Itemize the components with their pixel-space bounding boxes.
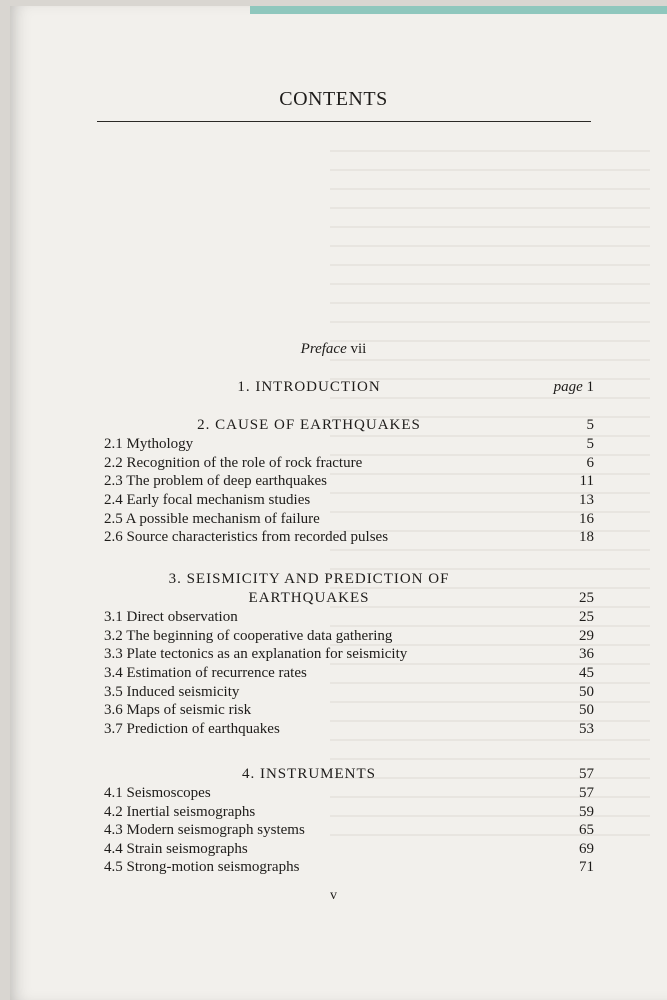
entry-label: 4.3 Modern seismograph systems (104, 822, 305, 838)
entry-label: 2.5 A possible mechanism of failure (104, 511, 320, 527)
page-folio: v (330, 888, 337, 903)
toc-entry[interactable] (104, 821, 594, 839)
section-heading-page: 5 (586, 417, 594, 433)
entry-page: 57 (579, 785, 594, 801)
cover-edge (250, 6, 667, 14)
toc-entry[interactable] (104, 528, 594, 546)
entry-label: 3.6 Maps of seismic risk (104, 702, 252, 718)
entry-label: 2.1 Mythology (104, 436, 194, 452)
title-rule (97, 121, 591, 122)
preface-label: Preface (300, 341, 347, 357)
toc-entry[interactable] (104, 683, 594, 701)
entry-page: 45 (579, 665, 594, 681)
entry-label: 3.7 Prediction of earthquakes (104, 721, 280, 737)
toc-entry[interactable] (104, 627, 594, 645)
section-heading-label: 1. INTRODUCTION (237, 379, 381, 395)
toc-entry[interactable] (104, 608, 594, 626)
entry-page: 50 (579, 702, 594, 718)
toc-entry[interactable] (104, 435, 594, 453)
entry-page: 18 (579, 529, 594, 545)
entry-page: 11 (579, 473, 594, 489)
entry-label: 3.1 Direct observation (104, 609, 238, 625)
toc-entry[interactable] (104, 858, 594, 876)
entry-label: 2.3 The problem of deep earthquakes (104, 473, 327, 489)
entry-label: 4.4 Strain seismographs (104, 841, 248, 857)
preface-page: vii (350, 341, 367, 357)
entry-page: 6 (586, 455, 594, 471)
toc-entry[interactable] (104, 701, 594, 719)
toc-entry[interactable] (104, 784, 594, 802)
section-heading-label: 2. CAUSE OF EARTHQUAKES (197, 417, 421, 433)
entry-page: 69 (579, 841, 594, 857)
entry-label: 2.6 Source characteristics from recorded pulses (104, 529, 389, 545)
entry-page: 29 (579, 628, 594, 644)
entry-page: 71 (579, 859, 594, 875)
preface-entry[interactable] (0, 341, 667, 358)
entry-label: 3.3 Plate tectonics as an explanation for seismicity (104, 646, 408, 662)
page-title: CONTENTS (279, 88, 388, 110)
section-heading-label-line2: EARTHQUAKES (248, 590, 370, 606)
entry-page: 25 (579, 609, 594, 625)
entry-page: 50 (579, 684, 594, 700)
entry-page: 5 (586, 436, 594, 452)
entry-label: 3.4 Estimation of recurrence rates (104, 665, 307, 681)
entry-label: 3.5 Induced seismicity (104, 684, 240, 700)
entry-page: 65 (579, 822, 594, 838)
toc-entry[interactable] (104, 840, 594, 858)
entry-page: 13 (579, 492, 594, 508)
entry-label: 4.5 Strong-motion seismographs (104, 859, 300, 875)
toc-entry[interactable] (104, 645, 594, 663)
entry-page: 16 (579, 511, 594, 527)
toc-entry[interactable] (104, 454, 594, 472)
toc-entry[interactable] (104, 720, 594, 738)
section-heading-page: 57 (579, 766, 594, 782)
entry-page: 36 (579, 646, 594, 662)
section-heading-page: 25 (579, 590, 594, 606)
entry-page: 59 (579, 804, 594, 820)
toc-entry[interactable] (104, 491, 594, 509)
toc-entry[interactable] (104, 472, 594, 490)
entry-label: 2.4 Early focal mechanism studies (104, 492, 311, 508)
toc-entry[interactable] (104, 664, 594, 682)
toc-entry[interactable] (104, 803, 594, 821)
entry-page: 53 (579, 721, 594, 737)
entry-label: 2.2 Recognition of the role of rock fracture (104, 455, 363, 471)
section-heading-page: page 1 (553, 379, 594, 395)
section-heading-label: 4. INSTRUMENTS (241, 766, 376, 782)
entry-label: 4.1 Seismoscopes (104, 785, 211, 801)
section-heading-label-line1: 3. SEISMICITY AND PREDICTION OF (168, 571, 450, 587)
entry-label: 3.2 The beginning of cooperative data gathering (104, 628, 393, 644)
entry-label: 4.2 Inertial seismographs (104, 804, 256, 820)
toc-entry[interactable] (104, 510, 594, 528)
